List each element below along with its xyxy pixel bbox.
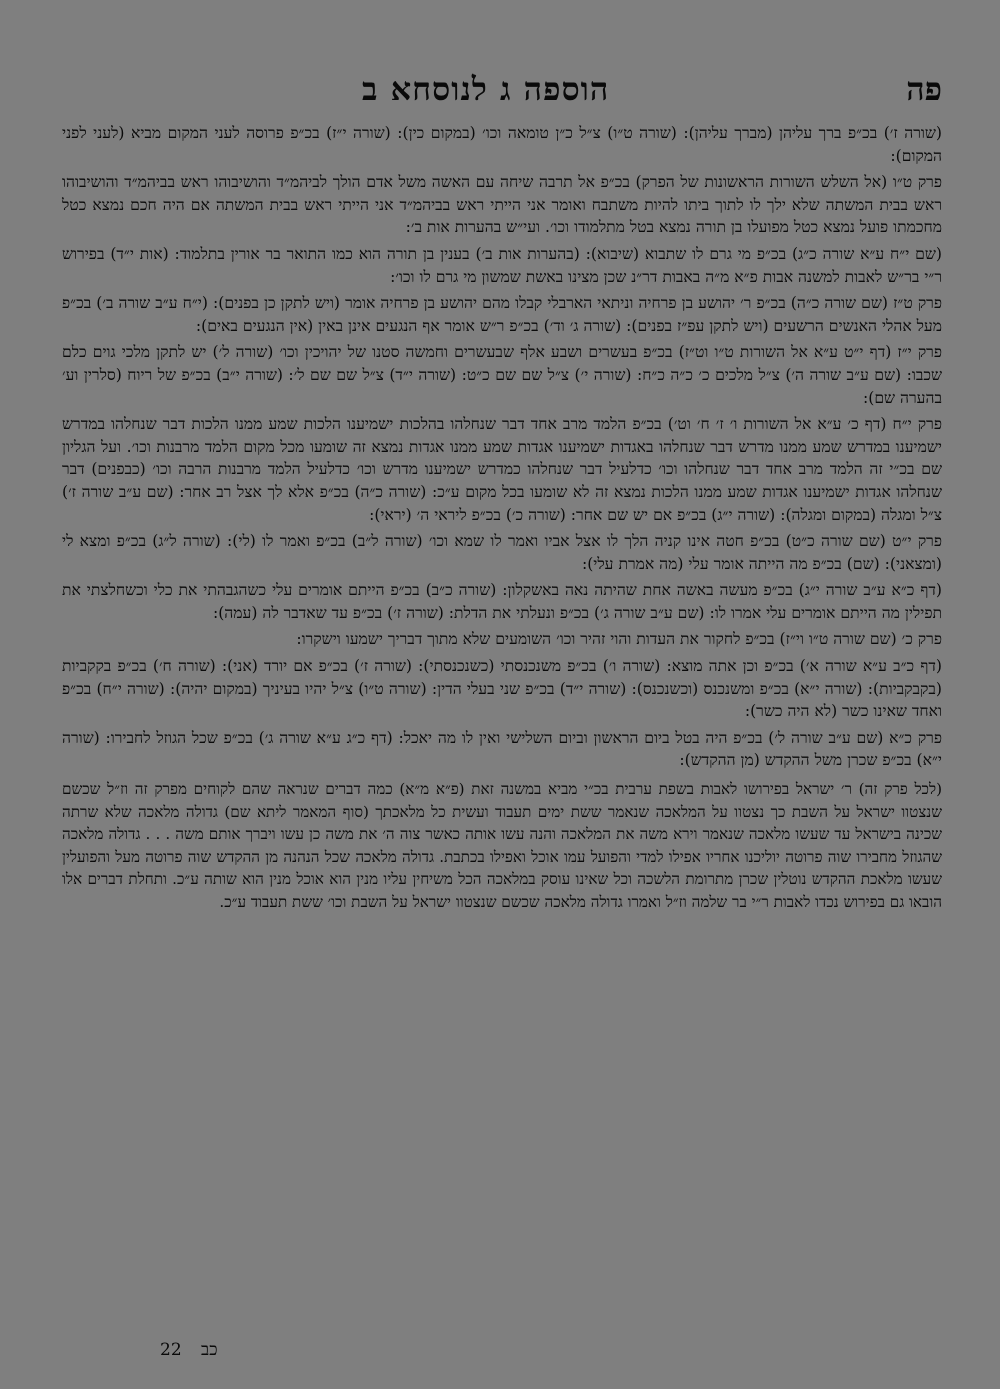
commentary: (לכל פרק זה) ר׳ ישראל בפירושו לאבות בשפת ערבית בכ״י מביא במשנה זאת (פ״א מ״א) כמה דברים שנראה שהם לקוחים מפרק זה וז״ל שכשם שנצטוו ישראל על השבת כך נצטוו על המלאכה שנאמר ששת ימים תעבוד ועשית כל מלאכתך (סוף המאמר ליתא שם) גדולה מלאכה שלא שרתה שכינה בישראל עד שעשו מלאכה שנאמר וירא משה את המלאכה והנה עשו אותה כאשר צוה ה׳ את משה כן עשו ויברך אותם משה . . . גדולה מלאכה שהגוזל מחבירו שוה פרוטה יוליכנו אחריו אפילו למדי והפועל עמו אוכל ואפילו בכתבת. גדולה מלאכה שכל הנהנה מן ההקדש שוה פרוטה מעל והפועלין שעשו מלאכת ההקדש נוטלין שכרן מתרומת הלשכה וכל שאינו עוסק במלאכה הכל משיחין עליו מנין הוא אוכל מנין הוא שותה ע״כ. ותחלת דברים אלו הובאו גם בפירוש נכדו לאבות ר״י בר שלמה וז״ל ואמרו גדולה מלאכה שכשם שנצטוו ישראל על השבת וכו׳ ששת תעבוד ע״כ. (62, 780, 942, 911)
paragraph: פרק כ״א (שם ע״ב שורה ל׳) בכ״פ היה בטל ביום הראשון וביום השלישי ואין לו מה יאכל: (דף כ״ג ע״א שורה ג׳) בכ״פ שכל הגוזל לחבירו: (שורה י״א) בכ״פ שכרן משל ההקדש (מן ההקדש): (62, 728, 942, 770)
paragraph: (דף כ״א ע״ב שורה י״ג) בכ״פ מעשה באשה אחת שהיתה נאה באשקלון: (שורה כ״ב) בכ״פ הייתם אומרים עלי כשהגבהתי את כלי וכשחלצתי את תפילין מה הייתם אומרים עלי אמרו לו: (שם ע״ב שורה ג׳) בכ״פ ונעלתי את הדלת: (שורה ז׳) בכ״פ עד שאדבר לה (עמה): (62, 581, 942, 622)
paragraph: פרק כ׳ (שם שורה ט״ו וי״ז) בכ״פ לחקור את העדות והוי זהיר וכו׳ השומעים שלא מתוך דבריך ישמעו וישקרו: (296, 630, 942, 649)
paragraph: פרק ט״ו (אל השלש השורות הראשונות של הפרק) בכ״פ אל תרבה שיחה עם האשה משל אדם הולך לביהמ״ד והושיבוהו ראש בביהמ״ד והושיבוהו ראש בבית המשתה שלא ילך לו לתוך ביתו להיות משתבח ואומר אני הייתי ראש בביהמ״ד אני הייתי ראש בבית המשתה אם היה חכם נמצא כטל מחכמתו פועל נמצא כטל מפועלו בן תורה נמצא בטל מתלמודו וכו׳. ועי״ש בהערות אות ב׳: (62, 173, 942, 237)
page-number: פה (906, 70, 942, 108)
paragraph: (שורה ז׳) בכ״פ ברך עליהן (מברך עליהן): (שורה ט״ו) צ״ל כ״ן טומאה וכו׳ (במקום כין): (שורה י״ז) בכ״פ פרוסה לעני המקום מביא (לעני לפני המקום): (62, 124, 942, 165)
paragraph: פרק י״ט (שם שורה כ״ט) בכ״פ חטה אינו קניה הלך לו אצל אביו ואמר לו שמא וכו׳ (שורה ל״ב) בכ״פ ואמר לו (לי): (שורה ל״ג) בכ״פ ומצא לי (ומצאני): (שם) בכ״פ מה הייתה אומר עלי (מה אמרת עלי): (62, 532, 942, 573)
paragraph: (שם י״ח ע״א שורה כ״ג) בכ״פ מי גרם לו שתבוא (שיבוא): (בהערות אות ב׳) בענין בן תורה הוא כמו התואר בר אורין בתלמוד: (אות י״ד) בפירוש ר״י בר״ש לאבות למשנה אבות פ״א מ״ה באבות דר״נ שכן מצינו באשת שמשון מי גרם לו וכו׳: (62, 244, 942, 286)
signature-number: 22 (160, 1340, 182, 1360)
paragraph: פרק ט״ז (שם שורה כ״ה) בכ״פ ר׳ יהושע בן פרחיה וניתאי הארבלי קבלו מהם יהושע בן פרחיה אומר (ויש לתקן כן בפנים): (י״ח ע״ב שורה ב׳) בכ״פ מעל אהלי האנשים הרשעים (ויש לתקן עפ״ז בפנים): (שורה ג׳ וד׳) בכ״פ ר״ש אומר אף הנגעים אינן באין (אין הנגעים באים): (62, 294, 942, 335)
page-header (62, 70, 942, 108)
paragraph: פרק י״ז (דף י״ט ע״א אל השורות ט״ו וט״ז) בכ״פ בעשרים ושבע אלף שבעשרים וחמשה סטנו של יהויכין וכו׳ (שורה ל׳) יש לתקן מלכי גוים כלם שכבו: (שם ע״ב שורה ה׳) צ״ל מלכים כ׳ כ״ה כ״ח: (שורה י׳) צ״ל שם שם כ״ט: (שורה י״ד) צ״ל שם שם ל׳: (שורה י״ב) בכ״פ של ריוח (סלרין וע׳ בהערה שם): (62, 343, 942, 407)
body-text (62, 122, 942, 772)
paragraph: פרק י״ח (דף כ׳ ע״א אל השורות ו׳ ז׳ ח׳ וט׳) בכ״פ הלמד מרב אחד דבר שנחלהו בהלכות ישמיענו הלכות שמע ממנו הלכות דבר שנחלהו במדרש ישמיענו במדרש שמע ממנו מדרש דבר שנחלהו באגדות ישמיענו אגדות שמע ממנו אגדות נמצא זה שומעו מכל מקום הלמד מרבנות וכו׳. ועל הגליון שם בכ״י זה הלמד מרב אחד דבר שנחלהו וכו׳ כדלעיל דבר שנחלהו כמדרש ישמיענו מדרש וכו׳ כדלעיל הלמד מרבנות הרבה וכו׳ (כבפנים) דבר שנחלהו אגדות ישמיענו אגדות שמע ממנו הלכות נמצא זה לא שומעו בכל מקום ע״כ: (שורה כ״ה) בכ״פ אלא לך אצל רב אחר: (שם ע״ב שורה ז׳) צ״ל ומגלה (במקום ומגלה): (שורה י״ג) בכ״פ אם יש שם אחר: (שורה כ׳) בכ״פ ליראי ה׳ (יראי): (62, 415, 942, 524)
signature-hebrew: כב (201, 1340, 218, 1360)
paragraph: (דף כ״ב ע״א שורה א׳) בכ״פ וכן אתה מוצא: (שורה ו׳) בכ״פ משנכנסתי (כשנכנסתי): (שורה ז׳) בכ״פ אם יורד (אני): (שורה ח׳) בכ״פ בקקביות (בקבקביות): (שורה י״א) בכ״פ ומשנכנס (וכשנכנס): (שורה י״ד) בכ״פ שני בעלי הדין: (שורה ט״ו) צ״ל יהיו בעיניך (במקום יהיה): (שורה י״ח) בכ״פ ואחד שאינו כשר (לא היה כשר): (62, 657, 942, 721)
page-title: הוספה ג לנוסחא ב (362, 70, 610, 108)
signature-mark (160, 1340, 232, 1360)
